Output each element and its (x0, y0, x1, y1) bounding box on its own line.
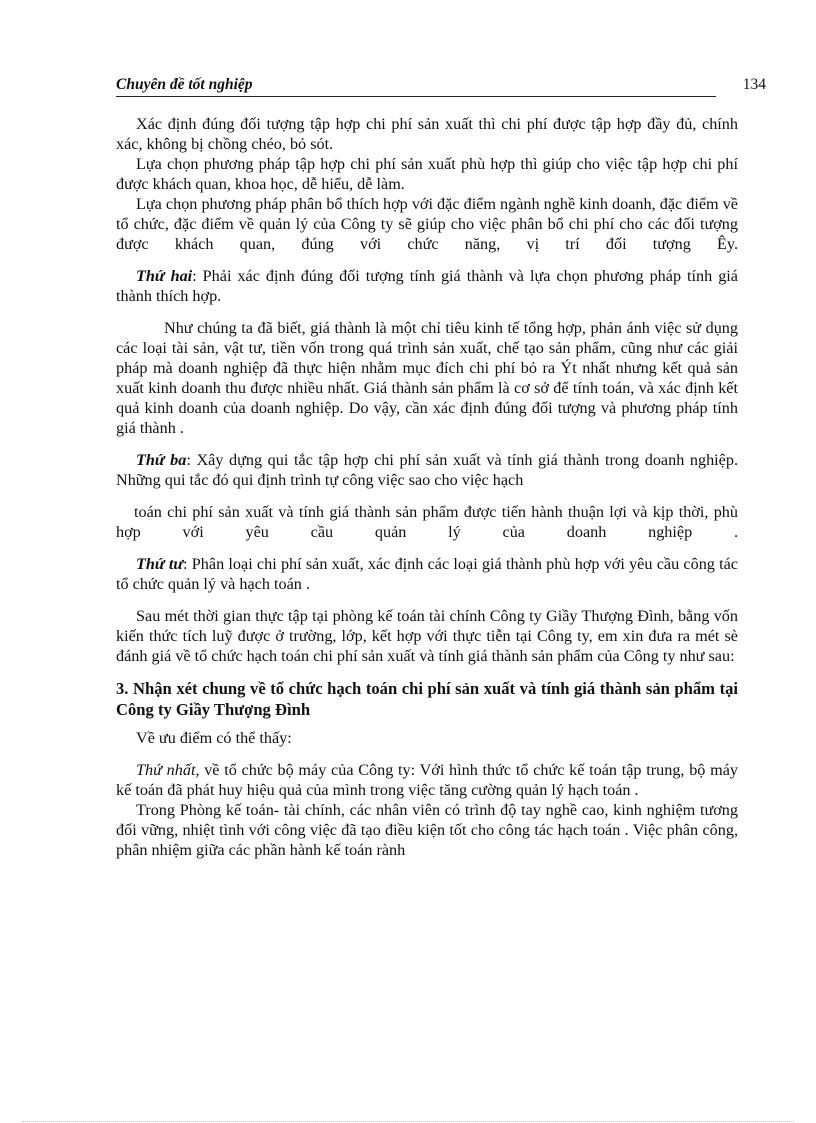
paragraph-text: : Phân loại chi phí sản xuất, xác định các loại giá thành phù hợp với yêu cầu công tác tổ chức quản lý và hạch toán . (116, 555, 738, 593)
page-bottom-border (22, 1121, 794, 1122)
document-title: Chuyên đề tốt nghiệp (116, 76, 253, 93)
paragraph: Như chúng ta đã biết, giá thành là một chỉ tiêu kinh tế tổng hợp, phản ánh việc sử dụng các loại tài sản, vật tư, tiền vốn trong quá trình sản xuất, chế tạo sản phẩm, cũng như các giải pháp mà doanh nghiệp đã thực hiện nhằm mục đích chi phí bỏ ra Ýt nhất nhưng kết quả sản xuất kinh doanh thu được nhiều nhất. Giá thành sản phẩm là cơ sở để tính toán, và xác định kết quả kinh doanh của doanh nghiệp. Do vậy, cần xác định đúng đối tượng và phương pháp tính giá thành . (116, 319, 738, 437)
paragraph (116, 554, 738, 594)
paragraph-text: : Xây dựng qui tắc tập hợp chi phí sản xuất và tính giá thành trong doanh nghiệp. Những qui tắc đó qui định trình tự công việc sao cho việc hạch (116, 451, 738, 489)
paragraph (116, 760, 738, 800)
paragraph (116, 266, 738, 306)
paragraph: Sau mét thời gian thực tập tại phòng kế toán tài chính Công ty Giầy Thượng Đình, bằng vốn kiến thức tích luỹ được ở trường, lớp, kết hợp với thực tiễn tại Công ty, em xin đưa ra mét sè đánh giá về tổ chức hạch toán chi phí sản xuất và tính giá thành sản phẩm của Công ty như sau: (116, 607, 738, 665)
paragraph: Trong Phòng kế toán- tài chính, các nhân viên có trình độ tay nghề cao, kinh nghiệm tương đối vững, nhiệt tình với công việc đã tạo điều kiện tốt cho công tác hạch toán . Việc phân công, phân nhiệm giữa các phần hành kế toán rành (116, 801, 738, 859)
paragraph: toán chi phí sản xuất và tính giá thành sản phẩm được tiến hành thuận lợi và kịp thời, phù hợp với yêu cầu quản lý của doanh nghiệp . (116, 503, 738, 541)
paragraph-text: : Phải xác định đúng đối tượng tính giá thành và lựa chọn phương pháp tính giá thành thích hợp. (116, 267, 738, 305)
paragraph-lead: Thứ nhất (136, 761, 196, 779)
paragraph: Về ưu điểm có thể thấy: (136, 729, 292, 747)
paragraph-lead: Thứ hai (136, 267, 193, 285)
page-number: 134 (742, 76, 766, 93)
paragraph-lead: Thứ ba (136, 451, 187, 469)
header-divider (116, 96, 716, 97)
paragraph: Lựa chọn phương pháp tập hợp chi phí sản xuất phù hợp thì giúp cho việc tập hợp chi phí được khách quan, khoa học, dễ hiểu, dễ làm. (116, 155, 738, 193)
paragraph: Lựa chọn phương pháp phân bổ thích hợp với đặc điểm ngành nghề kinh doanh, đặc điểm về tổ chức, đặc điểm về quản lý của Công ty sẽ giúp cho việc phân bổ chi phí cho các đối tượng được khách quan, đúng với chức năng, vị trí đối tượng Êy. (116, 195, 738, 253)
body-text (116, 114, 738, 860)
page-header (116, 76, 766, 98)
section-heading: 3. Nhận xét chung về tổ chức hạch toán chi phí sản xuất và tính giá thành sản phẩm tại Công ty Giầy Thượng Đình (116, 679, 738, 719)
paragraph: Xác định đúng đối tượng tập hợp chi phí sản xuất thì chi phí được tập hợp đầy đủ, chính xác, không bị chồng chéo, bỏ sót. (116, 115, 738, 153)
paragraph-text: , về tổ chức bộ máy của Công ty: Với hình thức tổ chức kế toán tập trung, bộ máy kế toán đã phát huy hiệu quả của mình trong việc tăng cường quản lý hạch toán . (116, 761, 738, 799)
paragraph (116, 450, 738, 490)
paragraph-lead: Thứ tư (136, 555, 184, 573)
